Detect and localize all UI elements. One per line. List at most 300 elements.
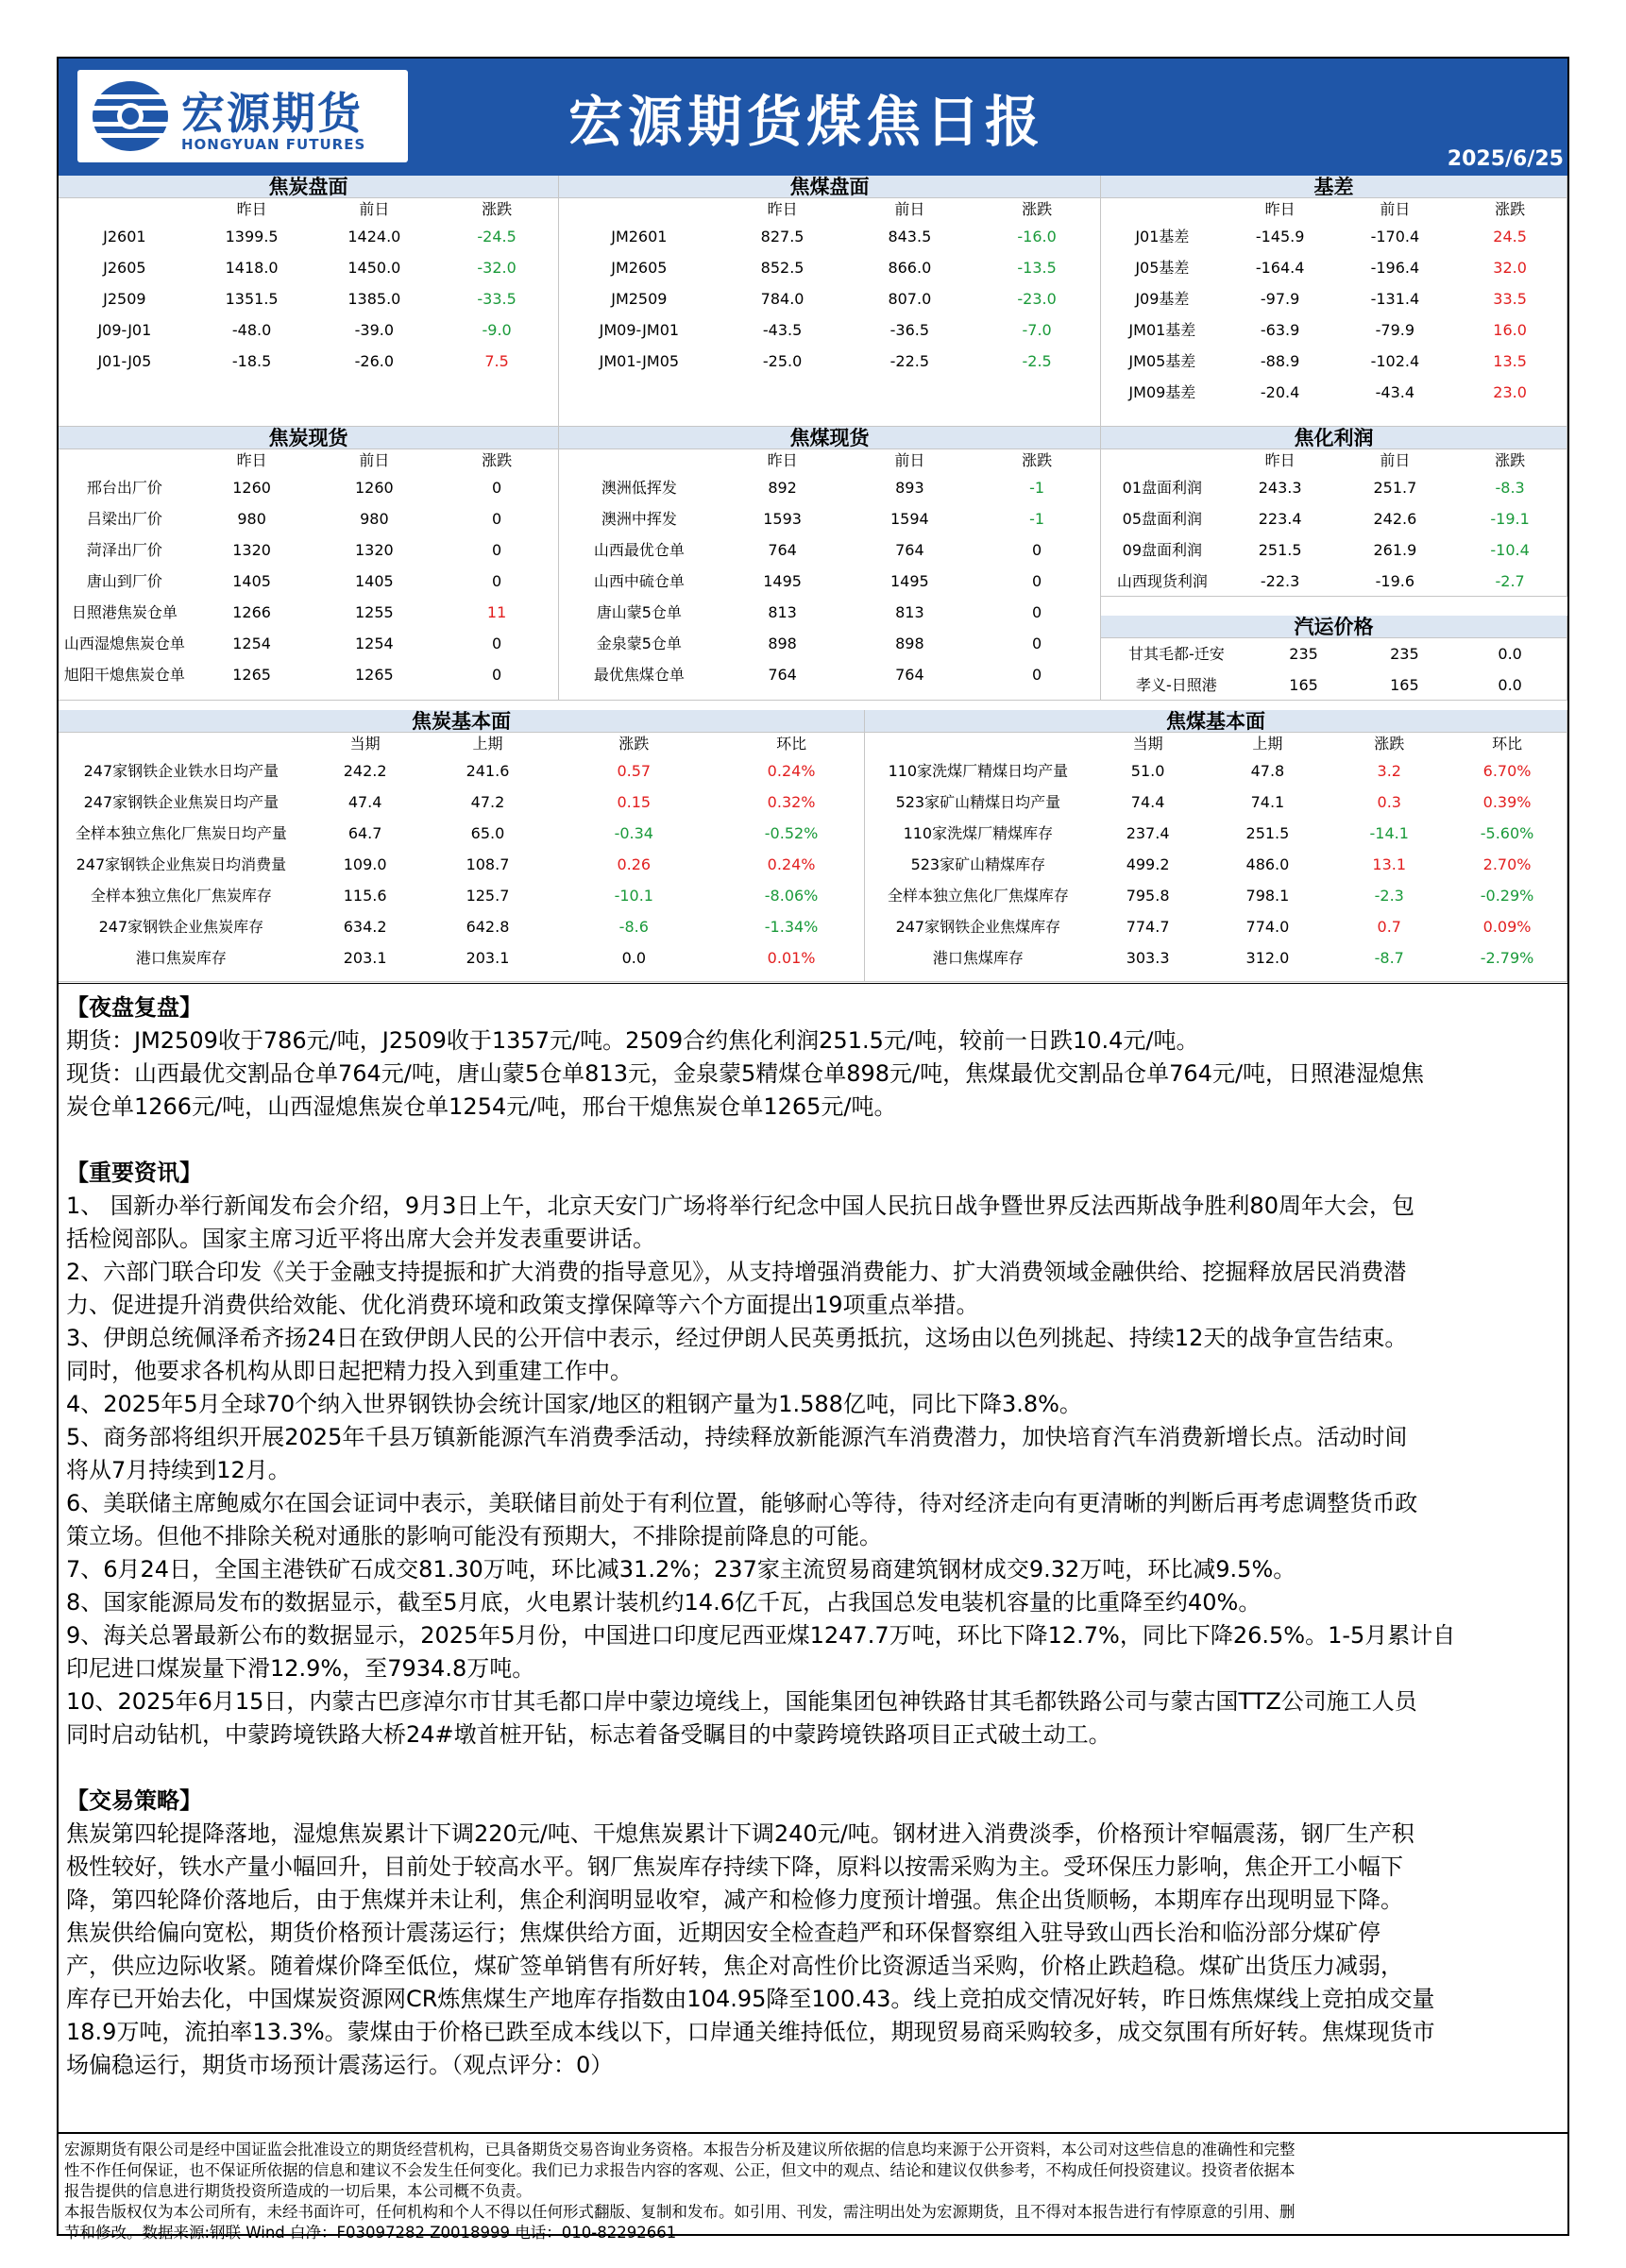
- coal_fund-col-header: 上期: [1252, 735, 1283, 753]
- coal_fund-cell: 74.1: [1250, 793, 1285, 811]
- coke_spot-header-row: [59, 449, 558, 472]
- coke_fund-col-header: 环比: [776, 735, 807, 753]
- freight-row: [1101, 669, 1567, 701]
- coal_fund-row: [865, 787, 1567, 818]
- coke_fund-cell: -0.52%: [764, 824, 819, 842]
- coal_spot-row: [559, 534, 1100, 566]
- coke_fund-row: [59, 787, 864, 818]
- coking_profit-cell: -19.1: [1490, 510, 1530, 528]
- coke_fund-cell: 47.4: [347, 793, 382, 811]
- coke_spot-cell: 0: [492, 510, 502, 528]
- coke_futures-cell: -39.0: [354, 321, 395, 339]
- coke_fund-row: [59, 755, 864, 787]
- coal_fund-col-header: [865, 733, 1092, 755]
- coal_futures-row: [559, 252, 1100, 283]
- coke_futures-row-label: J01-J05: [97, 352, 152, 370]
- report-date: 2025/6/25: [1447, 147, 1564, 171]
- coking_profit-col-header: 前日: [1380, 451, 1411, 469]
- strategy-title: 【交易策略】: [66, 1787, 202, 1814]
- coke_fund-row: [59, 942, 864, 973]
- coke-spot-panel: [59, 427, 559, 701]
- coal_fund-row-label: 全样本独立焦化厂焦煤库存: [887, 887, 1069, 905]
- coal_futures-cell: -36.5: [889, 321, 930, 339]
- coke_futures-row: [59, 252, 558, 283]
- coke_futures-col-header: 昨日: [236, 200, 267, 218]
- coke_futures-row-label: J2601: [103, 228, 146, 245]
- coking_profit-row: [1101, 503, 1567, 534]
- coke_fund-row: [59, 849, 864, 880]
- coke_spot-cell: 1266: [232, 603, 271, 621]
- coke_spot-cell: 0: [492, 541, 502, 559]
- coal_fund-cell: 251.5: [1245, 824, 1290, 842]
- coal_futures-title: 焦煤盘面: [559, 176, 1100, 198]
- coal_futures-row: [559, 346, 1100, 377]
- coal_fund-cell: -0.29%: [1480, 887, 1534, 905]
- coking_profit-col-header: [1101, 449, 1224, 472]
- coke_futures-cell: -9.0: [482, 321, 512, 339]
- coal_futures-cell: -16.0: [1017, 228, 1057, 245]
- coke-futures-panel: [59, 176, 559, 427]
- basis-row: [1101, 346, 1567, 377]
- basis-cell: 33.5: [1493, 290, 1527, 308]
- freight-row-label: 甘其毛都-迁安: [1127, 645, 1225, 663]
- coke_futures-cell: 1450.0: [347, 259, 401, 277]
- night-line: 现货：山西最优交割品仓单764元/吨，唐山蒙5仓单813元，金泉蒙5精煤仓单898元/吨，焦煤最优交割品仓单764元/吨，日照港湿熄焦: [66, 1060, 1425, 1087]
- coal_spot-row-label: 唐山蒙5仓单: [596, 603, 682, 621]
- disclaimer-line: 性不作任何保证，也不保证所依据的信息和建议不会发生任何变化。我们已力求报告内容的客观、公正，但文中的观点、结论和建议仅供参考，不构成任何投资建议。投资者依据本: [64, 2161, 1296, 2179]
- freight-cell: 235: [1289, 645, 1318, 663]
- coal_futures-row-label: JM2509: [611, 290, 668, 308]
- report-title: 宏源期货煤焦日报: [568, 90, 1045, 154]
- coke_spot-col-header: 昨日: [236, 451, 267, 469]
- coal_futures-col-header: 昨日: [767, 200, 798, 218]
- coke_spot-row-label: 菏泽出厂价: [86, 541, 162, 559]
- coke_fund-cell: 47.2: [470, 793, 505, 811]
- night-line: 期货：JM2509收于786元/吨，J2509收于1357元/吨。2509合约焦化利润251.5元/吨，较前一日跌10.4元/吨。: [66, 1027, 1199, 1054]
- coal_spot-cell: 898: [768, 635, 797, 652]
- coal_spot-col-header: 昨日: [767, 451, 798, 469]
- freight-row-label: 孝义-日照港: [1135, 676, 1217, 694]
- coal_fund-cell: 499.2: [1126, 855, 1170, 873]
- coking_profit-header-row: [1101, 449, 1567, 472]
- coal_spot-cell: 764: [895, 541, 924, 559]
- coal_fund-row-label: 110家洗煤厂精煤库存: [903, 824, 1054, 842]
- basis-title: 基差: [1101, 176, 1567, 198]
- freight-cell: 165: [1390, 676, 1419, 694]
- coke_futures-title: 焦炭盘面: [59, 176, 558, 198]
- coal_futures-cell: -2.5: [1022, 352, 1052, 370]
- coal_fund-cell: 2.70%: [1482, 855, 1532, 873]
- logo-text: 宏源期货: [181, 88, 363, 139]
- coal_futures-cell: -13.5: [1017, 259, 1057, 277]
- coke_futures-row-label: J2509: [103, 290, 146, 308]
- coal_fund-cell: 798.1: [1245, 887, 1290, 905]
- strategy-line: 降，第四轮降价落地后，由于焦煤并未让利，焦企利润明显收窄，减产和检修力度预计增强。焦企出货顺畅，本期库存出现明显下降。: [66, 1887, 1403, 1913]
- coking_profit-cell: -2.7: [1495, 572, 1525, 590]
- basis-row-label: J01基差: [1135, 228, 1190, 245]
- strategy-line: 焦炭供给偏向宽松，期货价格预计震荡运行；焦煤供给方面，近期因安全检查趋严和环保督察组入驻导致山西长治和临汾部分煤矿停: [66, 1920, 1380, 1946]
- coal_spot-cell: 813: [895, 603, 924, 621]
- coke_fund-cell: 203.1: [466, 949, 510, 967]
- coal-futures-panel: [559, 176, 1101, 427]
- news-line: 4、2025年5月全球70个纳入世界钢铁协会统计国家/地区的粗钢产量为1.588亿吨，同比下降3.8%。: [66, 1391, 1082, 1417]
- coal_futures-cell: -43.5: [762, 321, 803, 339]
- coke_futures-cell: -48.0: [231, 321, 272, 339]
- coke_spot-cell: 0: [492, 635, 502, 652]
- news-line: 括检阅部队。国家主席习近平将出席大会并发表重要讲话。: [66, 1226, 655, 1252]
- coke_spot-row-label: 日照港焦炭仓单: [71, 603, 178, 621]
- coking_profit-cell: -8.3: [1495, 479, 1525, 497]
- coke_futures-row: [59, 221, 558, 252]
- basis-cell: 32.0: [1493, 259, 1527, 277]
- basis-cell: -97.9: [1260, 290, 1300, 308]
- coke_spot-row: [59, 628, 558, 659]
- coke_fund-cell: 0.01%: [767, 949, 816, 967]
- coke_fund-title: 焦炭基本面: [59, 710, 864, 733]
- coke_spot-row-label: 邢台出厂价: [86, 479, 162, 497]
- coke_spot-col-header: [59, 449, 191, 472]
- coal_fund-row: [865, 849, 1567, 880]
- coke_futures-cell: 1399.5: [225, 228, 279, 245]
- coal_futures-row: [559, 221, 1100, 252]
- basis-row-label: JM01基差: [1128, 321, 1196, 339]
- freight-cell: 235: [1390, 645, 1419, 663]
- coal_fund-cell: 312.0: [1245, 949, 1290, 967]
- coal_fund-col-header: 环比: [1492, 735, 1523, 753]
- coal_futures-row-label: JM2601: [611, 228, 668, 245]
- coke_spot-cell: 1320: [355, 541, 394, 559]
- news-line: 策立场。但他不排除关税对通胀的影响可能没有预期大，不排除提前降息的可能。: [66, 1523, 882, 1549]
- basis-col-header: 昨日: [1264, 200, 1296, 218]
- logo-globe-icon: [91, 79, 170, 153]
- coal_spot-cell: 898: [895, 635, 924, 652]
- basis-cell: -102.4: [1370, 352, 1420, 370]
- coal_fund-cell: 795.8: [1126, 887, 1170, 905]
- coal_spot-cell: 0: [1032, 603, 1042, 621]
- coking_profit-col-header: 昨日: [1264, 451, 1296, 469]
- coal_spot-cell: 893: [895, 479, 924, 497]
- basis-cell: -170.4: [1370, 228, 1420, 245]
- coke_fund-cell: 0.24%: [767, 762, 816, 780]
- coke_futures-cell: 1424.0: [347, 228, 401, 245]
- coking_profit-row-label: 山西现货利润: [1116, 572, 1208, 590]
- coal_futures-cell: 807.0: [888, 290, 932, 308]
- coke_spot-cell: 980: [237, 510, 266, 528]
- coal_spot-cell: 1594: [889, 510, 929, 528]
- coal_futures-cell: 852.5: [760, 259, 805, 277]
- coke_fund-cell: 115.6: [343, 887, 387, 905]
- coke_spot-cell: 0: [492, 666, 502, 684]
- coking_profit-row: [1101, 472, 1567, 503]
- basis-col-header: 涨跌: [1495, 200, 1526, 218]
- basis-col-header: 前日: [1380, 200, 1411, 218]
- coal_fund-header-row: [865, 733, 1567, 755]
- coke_spot-cell: 1405: [232, 572, 271, 590]
- coal_spot-row: [559, 503, 1100, 534]
- company-logo: [77, 70, 408, 162]
- news-line: 6、美联储主席鲍威尔在国会证词中表示，美联储目前处于有利位置，能够耐心等待，待对经济走向有更清晰的判断后再考虑调整货币政: [66, 1490, 1418, 1516]
- coking_profit-cell: 251.7: [1373, 479, 1417, 497]
- disclaimer: [59, 2132, 1567, 2242]
- coking-profit-panel: [1101, 427, 1567, 597]
- coal_spot-row-label: 澳洲低挥发: [601, 479, 677, 497]
- coal_spot-title: 焦煤现货: [559, 427, 1100, 449]
- coke_futures-row: [59, 283, 558, 314]
- coke_spot-col-header: 前日: [359, 451, 390, 469]
- coke_spot-row: [59, 534, 558, 566]
- freight-row: [1101, 638, 1567, 669]
- basis-cell: -145.9: [1255, 228, 1305, 245]
- coal_fund-cell: 74.4: [1130, 793, 1165, 811]
- news-line: 7、6月24日，全国主港铁矿石成交81.30万吨，环比减31.2%；237家主流贸易商建筑钢材成交9.32万吨，环比减9.5%。: [66, 1556, 1296, 1583]
- news-text: [66, 1190, 1560, 1752]
- coal_futures-cell: -7.0: [1022, 321, 1052, 339]
- coke_futures-row-label: J09-J01: [97, 321, 152, 339]
- coal_spot-cell: 764: [768, 541, 797, 559]
- coke_fund-row-label: 247家钢铁企业焦炭日均产量: [83, 793, 279, 811]
- coke_fund-row-label: 247家钢铁企业铁水日均产量: [83, 762, 279, 780]
- news-line: 9、海关总署最新公布的数据显示，2025年5月份，中国进口印度尼西亚煤1247.7万吨，环比下降12.7%，同比下降26.5%。1-5月累计自: [66, 1622, 1456, 1649]
- basis-row-label: JM09基差: [1128, 383, 1196, 401]
- basis-row: [1101, 252, 1567, 283]
- coke_futures-cell: 7.5: [484, 352, 509, 370]
- coke_futures-row-label: J2605: [103, 259, 146, 277]
- coking_profit-cell: 243.3: [1258, 479, 1302, 497]
- coal_spot-cell: 764: [895, 666, 924, 684]
- coal_spot-cell: 1495: [763, 572, 802, 590]
- coal_fund-row-label: 523家矿山精煤库存: [910, 855, 1046, 873]
- coking_profit-cell: 242.6: [1373, 510, 1417, 528]
- coke_spot-row-label: 吕梁出厂价: [86, 510, 162, 528]
- coal_spot-row: [559, 628, 1100, 659]
- coking_profit-row-label: 01盘面利润: [1122, 479, 1203, 497]
- coal_fund-cell: -2.3: [1374, 887, 1404, 905]
- coke_fund-cell: 642.8: [466, 918, 510, 936]
- coke_fund-cell: 634.2: [343, 918, 387, 936]
- coke_fund-cell: 242.2: [343, 762, 387, 780]
- coal_futures-cell: -22.5: [889, 352, 930, 370]
- coal_spot-cell: 0: [1032, 541, 1042, 559]
- coal_spot-cell: -1: [1029, 479, 1045, 497]
- coke_fund-cell: -8.06%: [764, 887, 819, 905]
- coal_fund-row-label: 港口焦煤库存: [932, 949, 1024, 967]
- news-line: 5、商务部将组织开展2025年千县万镇新能源汽车消费季活动，持续释放新能源汽车消费潜力，加快培育汽车消费新增长点。活动时间: [66, 1424, 1408, 1450]
- coking_profit-cell: 223.4: [1258, 510, 1302, 528]
- news-line: 力、促进提升消费供给效能、优化消费环境和政策支撑保障等六个方面提出19项重点举措。: [66, 1292, 979, 1318]
- coke_spot-cell: 1260: [232, 479, 271, 497]
- basis-cell: 16.0: [1493, 321, 1527, 339]
- coal_spot-cell: 892: [768, 479, 797, 497]
- coke_fund-cell: 65.0: [470, 824, 505, 842]
- coke_spot-cell: 1265: [355, 666, 394, 684]
- basis-col-header: [1101, 198, 1224, 221]
- coke_spot-row: [59, 566, 558, 597]
- coal_fund-cell: 47.8: [1250, 762, 1285, 780]
- night-session-title: 【夜盘复盘】: [66, 994, 202, 1021]
- coal_futures-row: [559, 283, 1100, 314]
- coal_spot-row-label: 山西中硫仓单: [593, 572, 685, 590]
- coke_fund-col-header: 涨跌: [618, 735, 650, 753]
- news-line: 1、 国新办举行新闻发布会介绍，9月3日上午，北京天安门广场将举行纪念中国人民抗日战争暨世界反法西斯战争胜利80周年大会，包: [66, 1193, 1414, 1219]
- coke_fund-row-label: 港口焦炭库存: [135, 949, 227, 967]
- strategy-line: 18.9万吨，流拍率13.3%。蒙煤由于价格已跌至成本线以下，口岸通关维持低位，期现贸易商采购较多，成交氛围有所好转。焦煤现货市: [66, 2019, 1435, 2045]
- basis-cell: -164.4: [1255, 259, 1305, 277]
- coal_spot-col-header: 前日: [894, 451, 925, 469]
- coking_profit-cell: -22.3: [1260, 572, 1300, 590]
- coke_fund-cell: 203.1: [343, 949, 387, 967]
- coal_spot-header-row: [559, 449, 1100, 472]
- coal_futures-cell: 866.0: [888, 259, 932, 277]
- coke_spot-row-label: 唐山到厂价: [86, 572, 162, 590]
- coke_spot-cell: 0: [492, 479, 502, 497]
- strategy-line: 焦炭第四轮提降落地，湿熄焦炭累计下调220元/吨、干熄焦炭累计下调240元/吨。钢材进入消费淡季，价格预计窄幅震荡，钢厂生产积: [66, 1820, 1414, 1847]
- coal_spot-row: [559, 597, 1100, 628]
- coking_profit-cell: -10.4: [1490, 541, 1530, 559]
- coke_futures-col-header: [59, 198, 191, 221]
- coal_spot-cell: 813: [768, 603, 797, 621]
- coke_futures-row: [59, 314, 558, 346]
- coke_futures-cell: 1385.0: [347, 290, 401, 308]
- coal_fund-cell: 237.4: [1126, 824, 1170, 842]
- news-title: 【重要资讯】: [66, 1159, 202, 1186]
- news-line: 同时启动钻机，中蒙跨境铁路大桥24#墩首桩开钻，标志着备受瞩目的中蒙跨境铁路项目正式破土动工。: [66, 1721, 1111, 1748]
- coke_fund-row-label: 247家钢铁企业焦炭日均消费量: [76, 855, 287, 873]
- basis-cell: 23.0: [1493, 383, 1527, 401]
- coke_fund-row: [59, 911, 864, 942]
- coke_fund-row-label: 全样本独立焦化厂焦炭库存: [90, 887, 272, 905]
- report-body: [59, 983, 1567, 2132]
- coal_fund-cell: 486.0: [1245, 855, 1290, 873]
- news-line: 将从7月持续到12月。: [66, 1457, 291, 1483]
- coal_futures-cell: 843.5: [888, 228, 932, 245]
- coke_spot-row: [59, 472, 558, 503]
- coal_fund-row: [865, 911, 1567, 942]
- coke_spot-cell: 1405: [355, 572, 394, 590]
- basis-cell: -79.9: [1375, 321, 1415, 339]
- coal_fund-cell: 0.39%: [1482, 793, 1532, 811]
- coke_fund-cell: 241.6: [466, 762, 510, 780]
- basis-row: [1101, 221, 1567, 252]
- report-header: [59, 59, 1567, 176]
- coal_spot-row-label: 金泉蒙5仓单: [596, 635, 682, 652]
- coke_fund-row-label: 全样本独立焦化厂焦炭日均产量: [75, 824, 287, 842]
- coal_futures-col-header: 前日: [894, 200, 925, 218]
- coking_profit-row: [1101, 566, 1567, 597]
- coal_fund-cell: -2.79%: [1480, 949, 1534, 967]
- coke_fund-cell: 0.32%: [767, 793, 816, 811]
- basis-cell: -43.4: [1375, 383, 1415, 401]
- coke_futures-cell: -24.5: [477, 228, 517, 245]
- news-line: 10、2025年6月15日，内蒙古巴彦淖尔市甘其毛都口岸中蒙边境线上，国能集团包神铁路甘其毛都铁路公司与蒙古国TTZ公司施工人员: [66, 1688, 1417, 1715]
- disclaimer-line: 宏源期货有限公司是经中国证监会批准设立的期货经营机构，已具备期货交易咨询业务资格。本报告分析及建议所依据的信息均来源于公开资料，本公司对这些信息的准确性和完整: [64, 2141, 1296, 2158]
- coke_spot-cell: 1265: [232, 666, 271, 684]
- coal_futures-row-label: JM09-JM01: [599, 321, 680, 339]
- basis-row: [1101, 314, 1567, 346]
- basis-cell: 13.5: [1493, 352, 1527, 370]
- coal_fund-cell: 774.7: [1126, 918, 1170, 936]
- news-line: 3、伊朗总统佩泽希齐扬24日在致伊朗人民的公开信中表示，经过伊朗人民英勇抵抗，这场由以色列挑起、持续12天的战争宣告结束。: [66, 1325, 1408, 1351]
- strategy-line: 产，供应边际收紧。随着煤价降至低位，煤矿签单销售有所好转，焦企对高性价比资源适当采购，价格止跌趋稳。煤矿出货压力减弱，: [66, 1953, 1403, 1979]
- coal_fund-cell: 303.3: [1126, 949, 1170, 967]
- coal-fundamentals-panel: [865, 710, 1567, 982]
- freight-cell: 0.0: [1498, 676, 1522, 694]
- coal_fund-row-label: 110家洗煤厂精煤日均产量: [888, 762, 1069, 780]
- basis-row: [1101, 377, 1567, 408]
- coke_spot-row-label: 旭阳干熄焦炭仓单: [63, 666, 185, 684]
- coke_futures-cell: -26.0: [354, 352, 395, 370]
- coke_fund-header-row: [59, 733, 864, 755]
- freight-panel: [1101, 616, 1567, 701]
- coal_fund-cell: 3.2: [1377, 762, 1401, 780]
- coal_spot-row-label: 澳洲中挥发: [601, 510, 677, 528]
- coal_spot-cell: 0: [1032, 572, 1042, 590]
- coking_profit-row-label: 09盘面利润: [1122, 541, 1203, 559]
- coking_profit-cell: -19.6: [1375, 572, 1415, 590]
- coal_spot-cell: 0: [1032, 666, 1042, 684]
- report-page: [57, 57, 1569, 2242]
- coal_futures-cell: 784.0: [760, 290, 805, 308]
- coal_spot-row: [559, 472, 1100, 503]
- coke_spot-cell: 1255: [355, 603, 394, 621]
- coal_spot-row: [559, 659, 1100, 690]
- coke_fund-cell: 108.7: [466, 855, 510, 873]
- coke_spot-row: [59, 659, 558, 690]
- coke_fund-cell: 0.24%: [767, 855, 816, 873]
- coal_spot-cell: 0: [1032, 635, 1042, 652]
- coal_spot-col-header: 涨跌: [1022, 451, 1053, 469]
- coal_fund-row: [865, 880, 1567, 911]
- coke_spot-cell: 1260: [355, 479, 394, 497]
- coke_futures-row: [59, 346, 558, 377]
- coke_futures-cell: -33.5: [477, 290, 517, 308]
- coal_fund-col-header: 涨跌: [1374, 735, 1405, 753]
- freight-title: 汽运价格: [1101, 616, 1567, 638]
- coal_fund-cell: -5.60%: [1480, 824, 1534, 842]
- coke_spot-cell: 980: [360, 510, 389, 528]
- coke_futures-col-header: 涨跌: [482, 200, 513, 218]
- coke_spot-row: [59, 597, 558, 628]
- coal_fund-cell: -14.1: [1369, 824, 1409, 842]
- coke_spot-cell: 1320: [232, 541, 271, 559]
- coal_spot-cell: 1495: [889, 572, 929, 590]
- coking_profit-cell: 251.5: [1258, 541, 1302, 559]
- coke_fund-cell: 64.7: [347, 824, 382, 842]
- basis-row-label: J05基差: [1135, 259, 1190, 277]
- news-line: 8、国家能源局发布的数据显示，截至5月底，火电累计装机约14.6亿千瓦，占我国总发电装机容量的比重降至约40%。: [66, 1589, 1262, 1616]
- coal_spot-row-label: 最优焦煤仓单: [593, 666, 685, 684]
- coal_fund-cell: 774.0: [1245, 918, 1290, 936]
- coke_fund-cell: 125.7: [466, 887, 510, 905]
- coke_fund-row-label: 247家钢铁企业焦炭库存: [98, 918, 264, 936]
- coal_fund-cell: 6.70%: [1482, 762, 1532, 780]
- basis-cell: -88.9: [1260, 352, 1300, 370]
- disclaimer-line: 报告提供的信息进行期货投资所造成的一切后果，本公司概不负责。: [64, 2182, 532, 2200]
- coke-fundamentals-panel: [59, 710, 865, 982]
- coal_fund-cell: 0.7: [1377, 918, 1401, 936]
- coke_fund-col-header: [59, 733, 304, 755]
- coal_fund-cell: 0.3: [1377, 793, 1401, 811]
- coal_fund-row: [865, 755, 1567, 787]
- coal_spot-col-header: [559, 449, 720, 472]
- coke_spot-cell: 1254: [232, 635, 271, 652]
- disclaimer-line: 节和修改。数据来源:钢联 Wind 白净：F03097282 Z0018999 电话：010-82292661: [64, 2224, 677, 2242]
- coking_profit-cell: 261.9: [1373, 541, 1417, 559]
- coke_futures-col-header: 前日: [359, 200, 390, 218]
- coal_spot-row: [559, 566, 1100, 597]
- coke_spot-col-header: 涨跌: [482, 451, 513, 469]
- coal-spot-panel: [559, 427, 1101, 701]
- coal_futures-cell: -25.0: [762, 352, 803, 370]
